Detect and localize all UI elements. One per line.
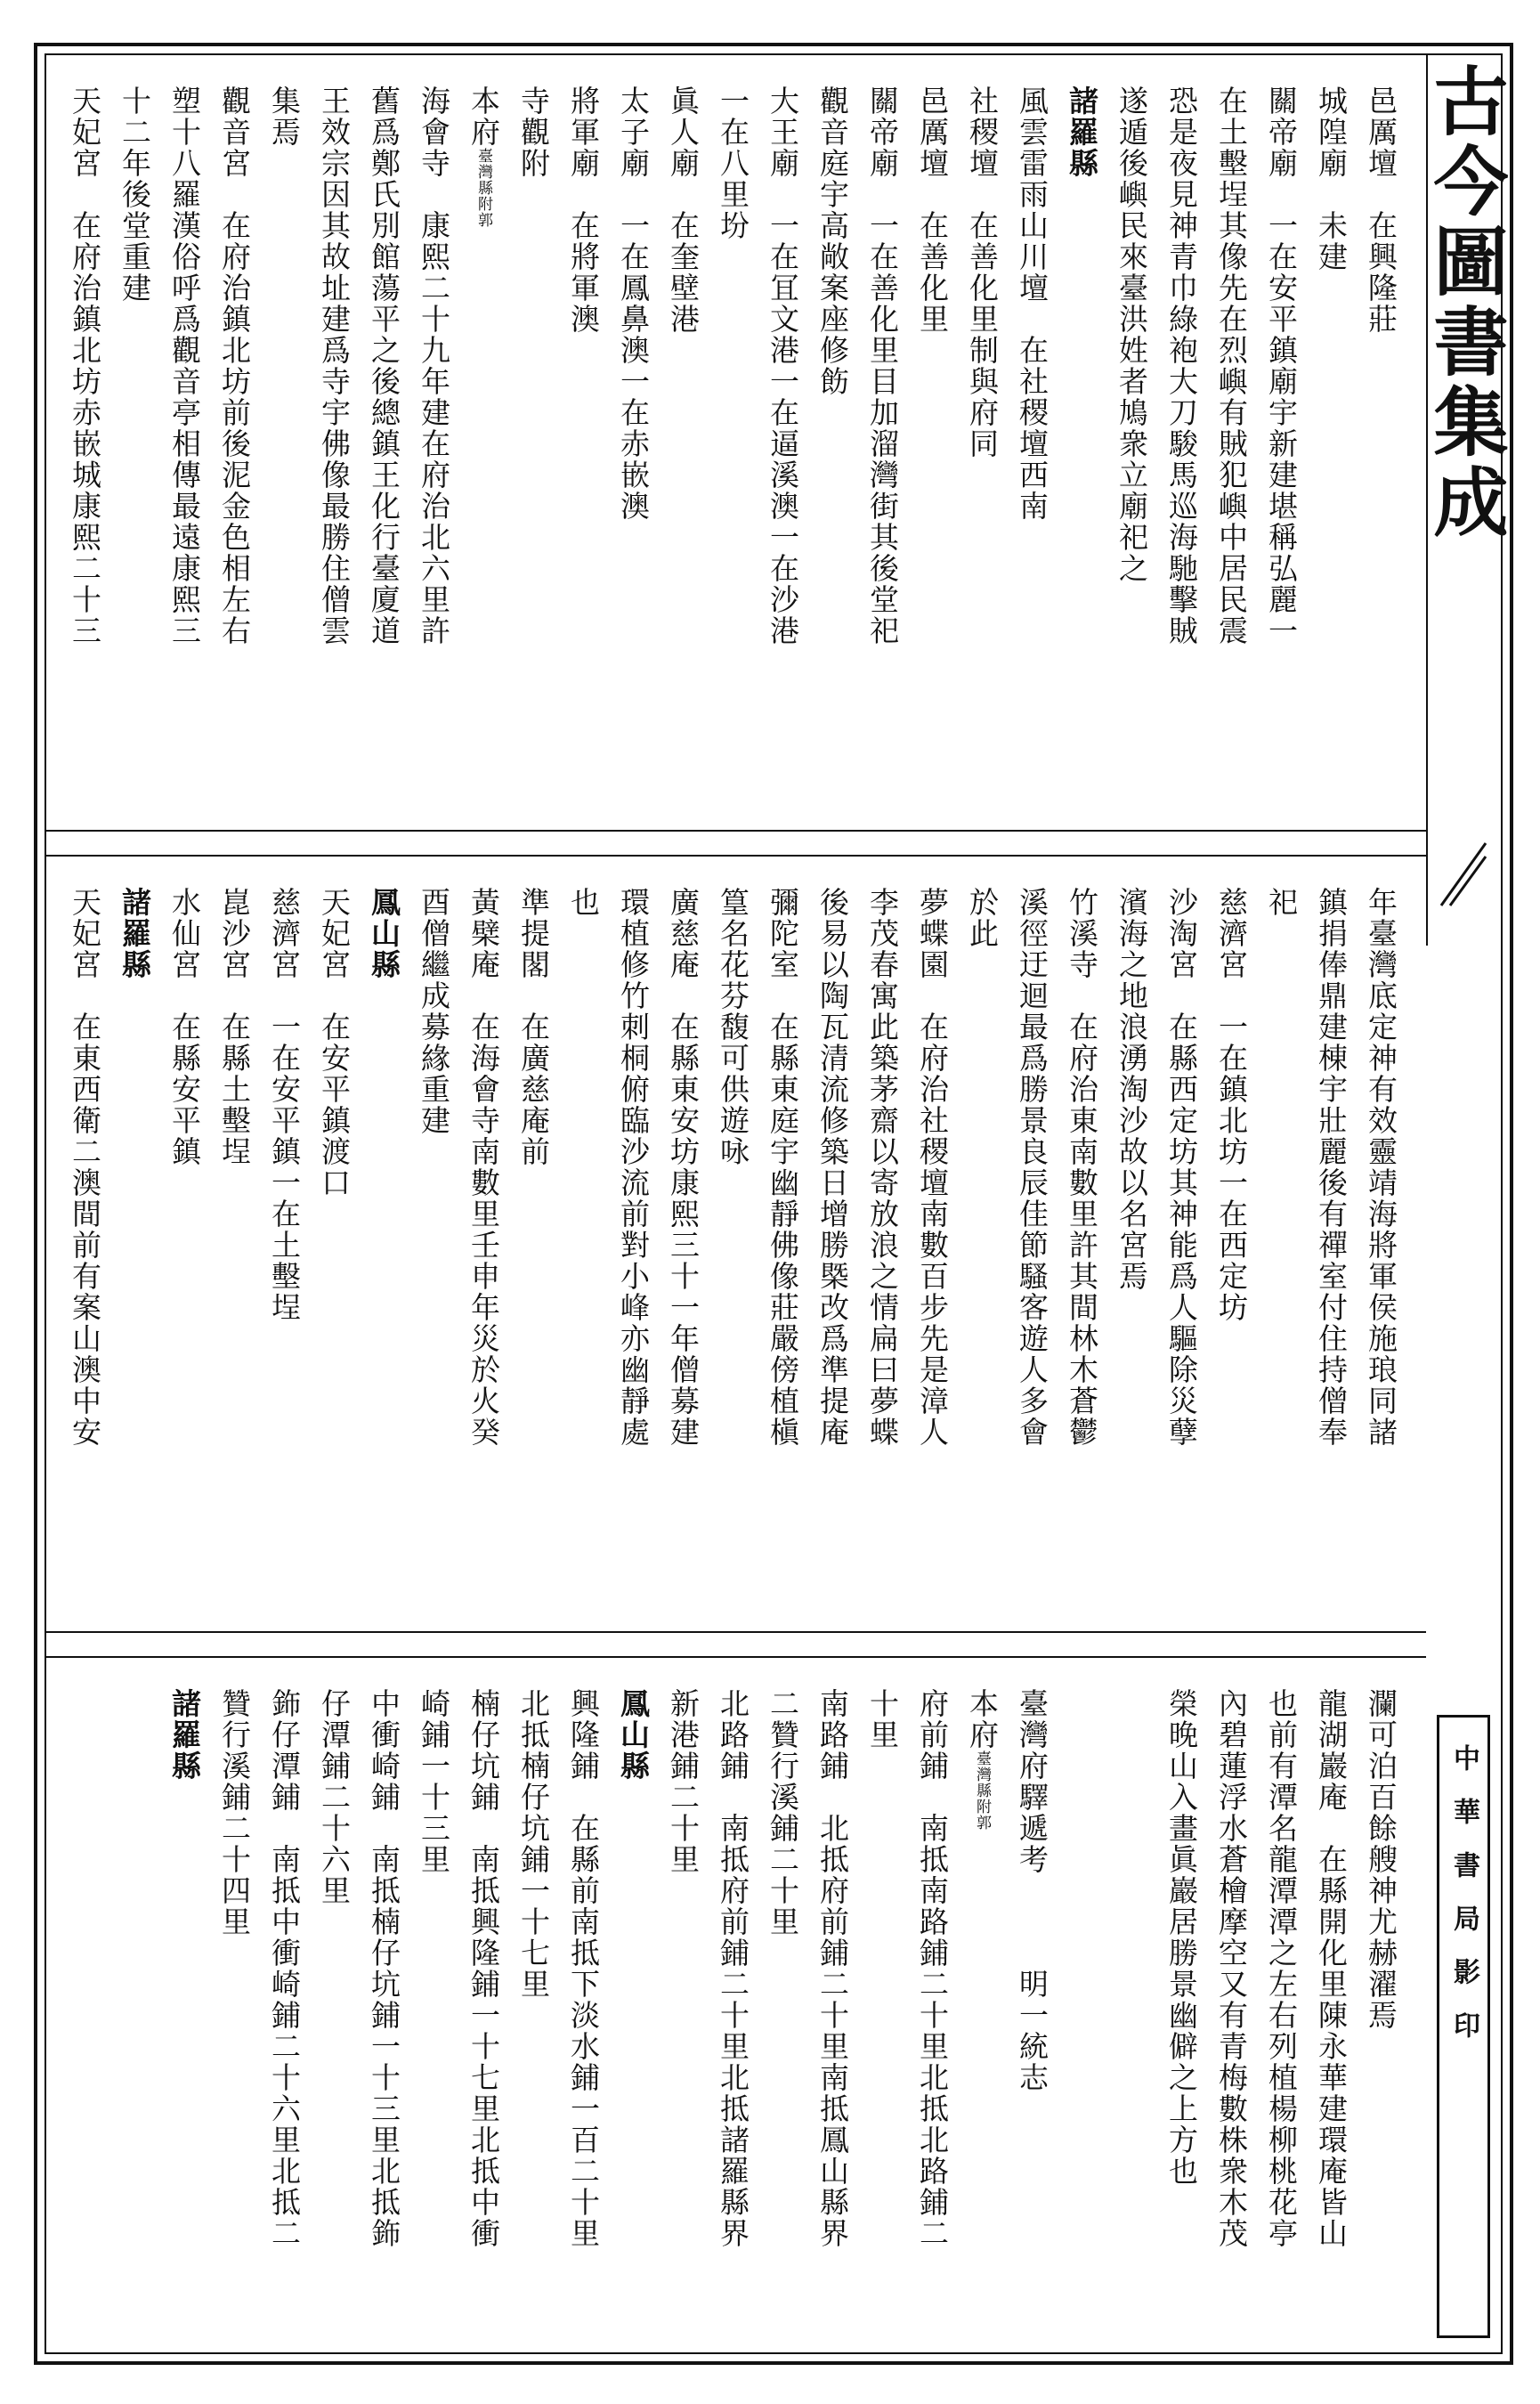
column-text: 觀音宮 在府治鎮北坊前後泥金色相左右 xyxy=(217,85,252,646)
text-column xyxy=(461,1688,506,2353)
text-band-2 xyxy=(46,857,1426,1631)
column-text: 鳳山縣 xyxy=(616,1688,651,1782)
column-text: 天妃宮 在府治鎮北坊赤嵌城康熙二十三 xyxy=(68,85,102,646)
column-text: 南路鋪 北抵府前鋪二十里南抵鳳山縣界 xyxy=(815,1688,850,2249)
text-column xyxy=(1109,85,1154,817)
text-column xyxy=(910,887,954,1619)
text-column xyxy=(1109,887,1154,1619)
column-text: 水仙宮 在縣安平鎮 xyxy=(167,887,202,1167)
column-text: 十二年後堂重建 xyxy=(118,85,152,304)
column-text: 恐是夜見神青巾綠袍大刀駿馬巡海馳擊賊 xyxy=(1164,85,1199,646)
text-column xyxy=(661,887,705,1619)
column-text: 本府 xyxy=(466,85,501,148)
text-column xyxy=(611,85,655,817)
column-text: 興隆鋪 在縣前南抵下淡水鋪一百二十里 xyxy=(566,1688,601,2249)
publisher-box: 中華書局影印 xyxy=(1437,1715,1490,2338)
column-text: 環植修竹刺桐俯臨沙流前對小峰亦幽靜處 xyxy=(616,887,651,1448)
column-text: 也前有潭名龍潭潭之左右列植楊柳桃花亭 xyxy=(1264,1688,1299,2249)
text-column xyxy=(1159,1688,1204,2353)
column-text: 贊行溪鋪二十四里 xyxy=(217,1688,252,1937)
column-text: 在土墼埕其像先在烈嶼有賊犯嶼中居民震 xyxy=(1214,85,1249,646)
band-separator-2 xyxy=(46,1631,1426,1658)
text-column xyxy=(1209,85,1253,817)
text-column xyxy=(1109,1688,1154,2353)
column-text: 彌陀室 在縣東庭宇幽靜佛像莊嚴傍植槇 xyxy=(766,887,800,1448)
text-column xyxy=(212,85,256,817)
column-text: 慈濟宮 一在安平鎮一在土墼埕 xyxy=(267,887,302,1323)
text-column xyxy=(860,887,904,1619)
text-column xyxy=(1309,887,1353,1619)
column-text: 一在八里坋 xyxy=(716,85,750,241)
text-column xyxy=(910,1688,954,2353)
text-column xyxy=(561,1688,605,2353)
column-text: 新港鋪二十里 xyxy=(666,1688,701,1875)
text-column xyxy=(810,1688,855,2353)
text-column xyxy=(960,85,1004,817)
column-text: 風雲雷雨山川壇 在社稷壇西南 xyxy=(1015,85,1050,522)
column-text: 鉓仔潭鋪 南抵中衝崎鋪二十六里北抵二 xyxy=(267,1688,302,2249)
column-text: 眞人廟 在奎壁港 xyxy=(666,85,701,335)
column-text: 慈濟宮 一在鎮北坊一在西定坊 xyxy=(1214,887,1249,1323)
text-column xyxy=(1309,85,1353,817)
column-text: 邑厲壇 在興隆莊 xyxy=(1364,85,1398,335)
column-text: 仔潭鋪二十六里 xyxy=(317,1688,352,1906)
text-column xyxy=(361,85,406,817)
text-band-1 xyxy=(46,55,1426,830)
interlinear-note: 臺灣縣附郭 xyxy=(973,1750,991,1831)
column-text: 天妃宮 在安平鎮渡口 xyxy=(317,887,352,1198)
interlinear-note: 臺灣縣附郭 xyxy=(474,148,492,228)
text-column xyxy=(1209,1688,1253,2353)
columns-2 xyxy=(69,887,1403,1619)
text-column xyxy=(162,887,207,1619)
text-column xyxy=(411,887,456,1619)
text-column xyxy=(262,887,306,1619)
column-text: 黃檗庵 在海會寺南數里壬申年災於火癸 xyxy=(466,887,501,1448)
column-text: 榮晚山入畫眞巖居勝景幽僻之上方也 xyxy=(1164,1688,1199,2187)
page-frame xyxy=(34,43,1513,2365)
text-column xyxy=(411,1688,456,2353)
text-column xyxy=(960,1688,1004,2353)
text-column xyxy=(511,85,555,817)
text-column xyxy=(1358,85,1403,817)
column-text: 舊爲鄭氏別館蕩平之後總鎮王化行臺廈道 xyxy=(367,85,401,646)
text-column xyxy=(760,1688,805,2353)
column-text: 諸羅縣 xyxy=(118,887,152,980)
column-text: 祀 xyxy=(1264,887,1299,918)
column-text: 後易以陶瓦清流修築日增勝槩改爲準提庵 xyxy=(815,887,850,1448)
text-column xyxy=(312,1688,356,2353)
text-column xyxy=(312,887,356,1619)
band-separator-1 xyxy=(46,830,1426,857)
inner-frame xyxy=(45,53,1510,2354)
column-text: 本府 xyxy=(965,1688,1000,1750)
text-column xyxy=(910,85,954,817)
column-text: 諸羅縣 xyxy=(1065,85,1099,179)
text-column xyxy=(1358,1688,1403,2353)
section-heading xyxy=(361,887,406,1619)
column-text: 內碧蓮浮水蒼檜摩空又有青梅數株衆木茂 xyxy=(1214,1688,1249,2249)
column-text: 於此 xyxy=(965,887,1000,949)
column-text: 夢蝶園 在府治社稷壇南數百步先是漳人 xyxy=(915,887,950,1448)
text-column xyxy=(162,85,207,817)
text-column xyxy=(1009,887,1054,1619)
section-heading xyxy=(611,1688,655,2353)
text-column xyxy=(960,887,1004,1619)
text-column xyxy=(312,85,356,817)
text-column xyxy=(1159,887,1204,1619)
column-text: 將軍廟 在將軍澳 xyxy=(566,85,601,335)
text-column xyxy=(62,85,107,817)
text-column xyxy=(1159,85,1204,817)
column-text: 瀾可泊百餘艘神尤赫濯焉 xyxy=(1364,1688,1398,2031)
title-strip xyxy=(1422,55,1510,946)
text-band-3 xyxy=(46,1658,1426,2366)
text-column xyxy=(661,85,705,817)
text-column xyxy=(262,1688,306,2353)
text-column xyxy=(112,85,157,817)
section-heading xyxy=(1059,85,1104,817)
text-column xyxy=(411,85,456,817)
column-text: 李茂春寓此築茅齋以寄放浪之情扁曰夢蝶 xyxy=(865,887,900,1448)
column-text: 府前鋪 南抵南路鋪二十里北抵北路鋪二 xyxy=(915,1688,950,2249)
text-column xyxy=(760,85,805,817)
column-text: 濱海之地浪湧淘沙故以名宮焉 xyxy=(1114,887,1149,1292)
text-column xyxy=(710,1688,755,2353)
column-text: 溪徑迂迴最爲勝景良辰佳節騷客遊人多會 xyxy=(1015,887,1050,1448)
section-heading xyxy=(112,887,157,1619)
text-column xyxy=(1059,887,1104,1619)
text-column xyxy=(1259,1688,1303,2353)
text-column xyxy=(262,85,306,817)
column-text: 龍湖巖庵 在縣開化里陳永華建環庵皆山 xyxy=(1314,1688,1349,2249)
column-text: 王效宗因其故址建爲寺宇佛像最勝住僧雲 xyxy=(317,85,352,646)
column-text: 鎮捐俸鼎建棟宇壯麗後有禪室付住持僧奉 xyxy=(1314,887,1349,1448)
section-heading xyxy=(162,1688,207,2353)
column-text: 諸羅縣 xyxy=(167,1688,202,1782)
column-text: 觀音庭宇高敞案座修飭 xyxy=(815,85,850,397)
column-text: 集焉 xyxy=(267,85,302,148)
column-text: 天妃宮 在東西衛二澳間前有案山澳中安 xyxy=(68,887,102,1448)
column-text: 關帝廟 一在善化里目加溜灣街其後堂祀 xyxy=(865,85,900,646)
column-text: 中衝崎鋪 南抵楠仔坑鋪一十三里北抵鉓 xyxy=(367,1688,401,2249)
columns-1 xyxy=(69,85,1403,817)
text-column xyxy=(1209,887,1253,1619)
text-column xyxy=(1009,85,1054,817)
text-column xyxy=(1009,1688,1054,2353)
column-text: 太子廟 一在鳳鼻澳一在赤嵌澳 xyxy=(616,85,651,522)
column-text: 大王廟 一在冝文港一在逼溪澳一在沙港 xyxy=(766,85,800,646)
column-text: 酉僧繼成募緣重建 xyxy=(417,887,451,1136)
column-text: 崑沙宮 在縣土墼埕 xyxy=(217,887,252,1167)
text-column xyxy=(661,1688,705,2353)
column-text: 廣慈庵 在縣東安坊康熙三十一年僧募建 xyxy=(666,887,701,1448)
column-text: 楠仔坑鋪 南抵興隆鋪一十七里北抵中衝 xyxy=(466,1688,501,2249)
column-text: 準提閣 在廣慈庵前 xyxy=(516,887,551,1167)
column-text: 十里 xyxy=(865,1688,900,1750)
column-text: 竹溪寺 在府治東南數里許其間林木蒼鬱 xyxy=(1065,887,1099,1448)
text-column xyxy=(810,887,855,1619)
text-column xyxy=(710,887,755,1619)
column-text: 北抵楠仔坑鋪一十七里 xyxy=(516,1688,551,2000)
column-text: 篁名花芬馥可供遊咏 xyxy=(716,887,750,1167)
text-column xyxy=(511,1688,555,2353)
text-column xyxy=(561,85,605,817)
column-text: 城隍廟 未建 xyxy=(1314,85,1349,272)
column-text: 臺灣府驛遞考 明一統志 xyxy=(1015,1688,1050,2093)
text-column xyxy=(511,887,555,1619)
text-column xyxy=(212,1688,256,2353)
column-text: 海會寺 康熙二十九年建在府治北六里許 xyxy=(417,85,451,646)
text-column xyxy=(860,85,904,817)
column-text: 邑厲壇 在善化里 xyxy=(915,85,950,335)
column-text: 塑十八羅漢俗呼爲觀音亭相傳最遠康熙三 xyxy=(167,85,202,646)
text-column xyxy=(710,85,755,817)
column-text: 關帝廟 一在安平鎮廟宇新建堪稱弘麗一 xyxy=(1264,85,1299,646)
text-column xyxy=(361,1688,406,2353)
text-column xyxy=(1059,1688,1104,2353)
text-column xyxy=(461,85,506,817)
text-column xyxy=(810,85,855,817)
column-text: 崎鋪一十三里 xyxy=(417,1688,451,1875)
columns-3 xyxy=(69,1688,1403,2353)
column-text: 寺觀附 xyxy=(516,85,551,179)
book-title: 古今圖書集成 xyxy=(1422,62,1510,543)
column-text: 鳳山縣 xyxy=(367,887,401,980)
text-column xyxy=(760,887,805,1619)
column-text: 遂遁後嶼民來臺洪姓者鳩衆立廟祀之 xyxy=(1114,85,1149,584)
text-column xyxy=(611,887,655,1619)
text-column xyxy=(212,887,256,1619)
text-column xyxy=(62,887,107,1619)
column-text: 二贊行溪鋪二十里 xyxy=(766,1688,800,1937)
column-text: 社稷壇 在善化里制與府同 xyxy=(965,85,1000,459)
column-text: 也 xyxy=(566,887,601,918)
column-text: 北路鋪 南抵府前鋪二十里北抵諸羅縣界 xyxy=(716,1688,750,2249)
title-ornament-icon xyxy=(1437,839,1490,910)
text-column xyxy=(1259,887,1303,1619)
text-column xyxy=(1309,1688,1353,2353)
text-column xyxy=(860,1688,904,2353)
column-text: 年臺灣底定神有效靈靖海將軍侯施琅同諸 xyxy=(1364,887,1398,1448)
text-column xyxy=(561,887,605,1619)
text-column xyxy=(1259,85,1303,817)
text-column xyxy=(461,887,506,1619)
text-column xyxy=(1358,887,1403,1619)
column-text: 沙淘宮 在縣西定坊其神能爲人驅除災孽 xyxy=(1164,887,1199,1448)
